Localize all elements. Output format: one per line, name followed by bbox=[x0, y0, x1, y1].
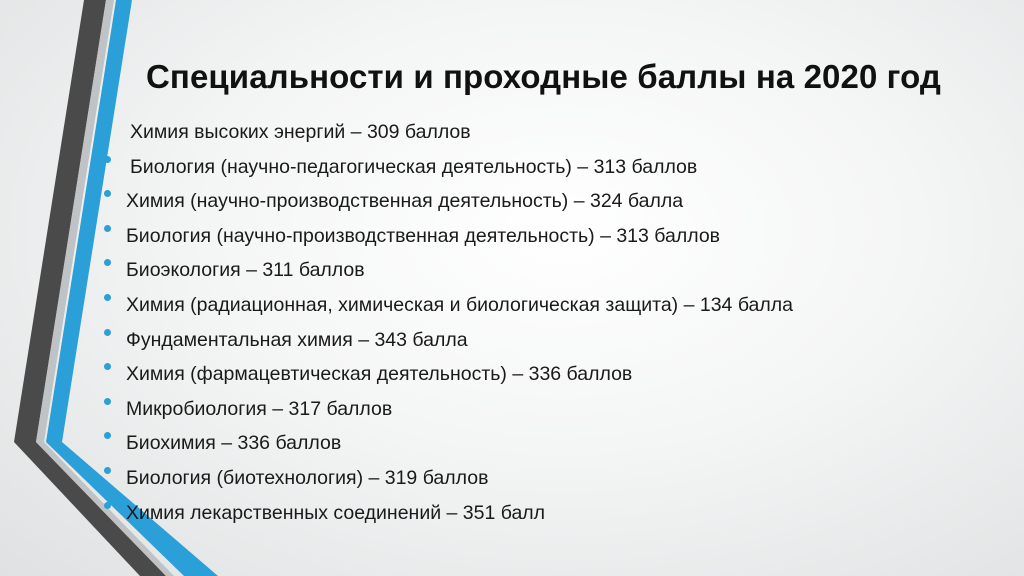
list-item-text: Биоэкология – 311 баллов bbox=[126, 259, 365, 282]
list-item-text: Химия лекарственных соединений – 351 балл bbox=[126, 501, 546, 524]
list-item-text: Химия (радиационная, химическая и биологическая защита) – 134 балла bbox=[126, 293, 793, 316]
list-item-text: Химия (фармацевтическая деятельность) – 336 баллов bbox=[126, 363, 633, 386]
bullet-icon bbox=[104, 294, 111, 301]
bullet-icon bbox=[104, 398, 111, 405]
list-item-text: Биология (научно-педагогическая деятельность) – 313 баллов bbox=[130, 155, 698, 178]
list-item-text: Фундаментальная химия – 343 балла bbox=[126, 328, 468, 351]
bullet-icon bbox=[104, 121, 111, 128]
list-item-text: Биология (научно-производственная деятельность) – 313 баллов bbox=[126, 224, 721, 247]
list-item-text: Химия высоких энергий – 309 баллов bbox=[130, 121, 471, 143]
list-item-text: Химия (научно-производственная деятельность) – 324 балла bbox=[126, 190, 684, 213]
bullet-icon bbox=[104, 467, 111, 474]
list-item-text: Биохимия – 336 баллов bbox=[126, 432, 342, 455]
bullet-icon bbox=[104, 225, 111, 232]
bullet-icon bbox=[104, 329, 111, 336]
bullet-icon bbox=[104, 502, 111, 509]
bullet-icon bbox=[104, 156, 111, 163]
slide-title: Специальности и проходные баллы на 2020 год bbox=[146, 58, 941, 95]
list-item-text: Микробиология – 317 баллов bbox=[126, 397, 393, 420]
list-item-text: Биология (биотехнология) – 319 баллов bbox=[126, 466, 489, 489]
